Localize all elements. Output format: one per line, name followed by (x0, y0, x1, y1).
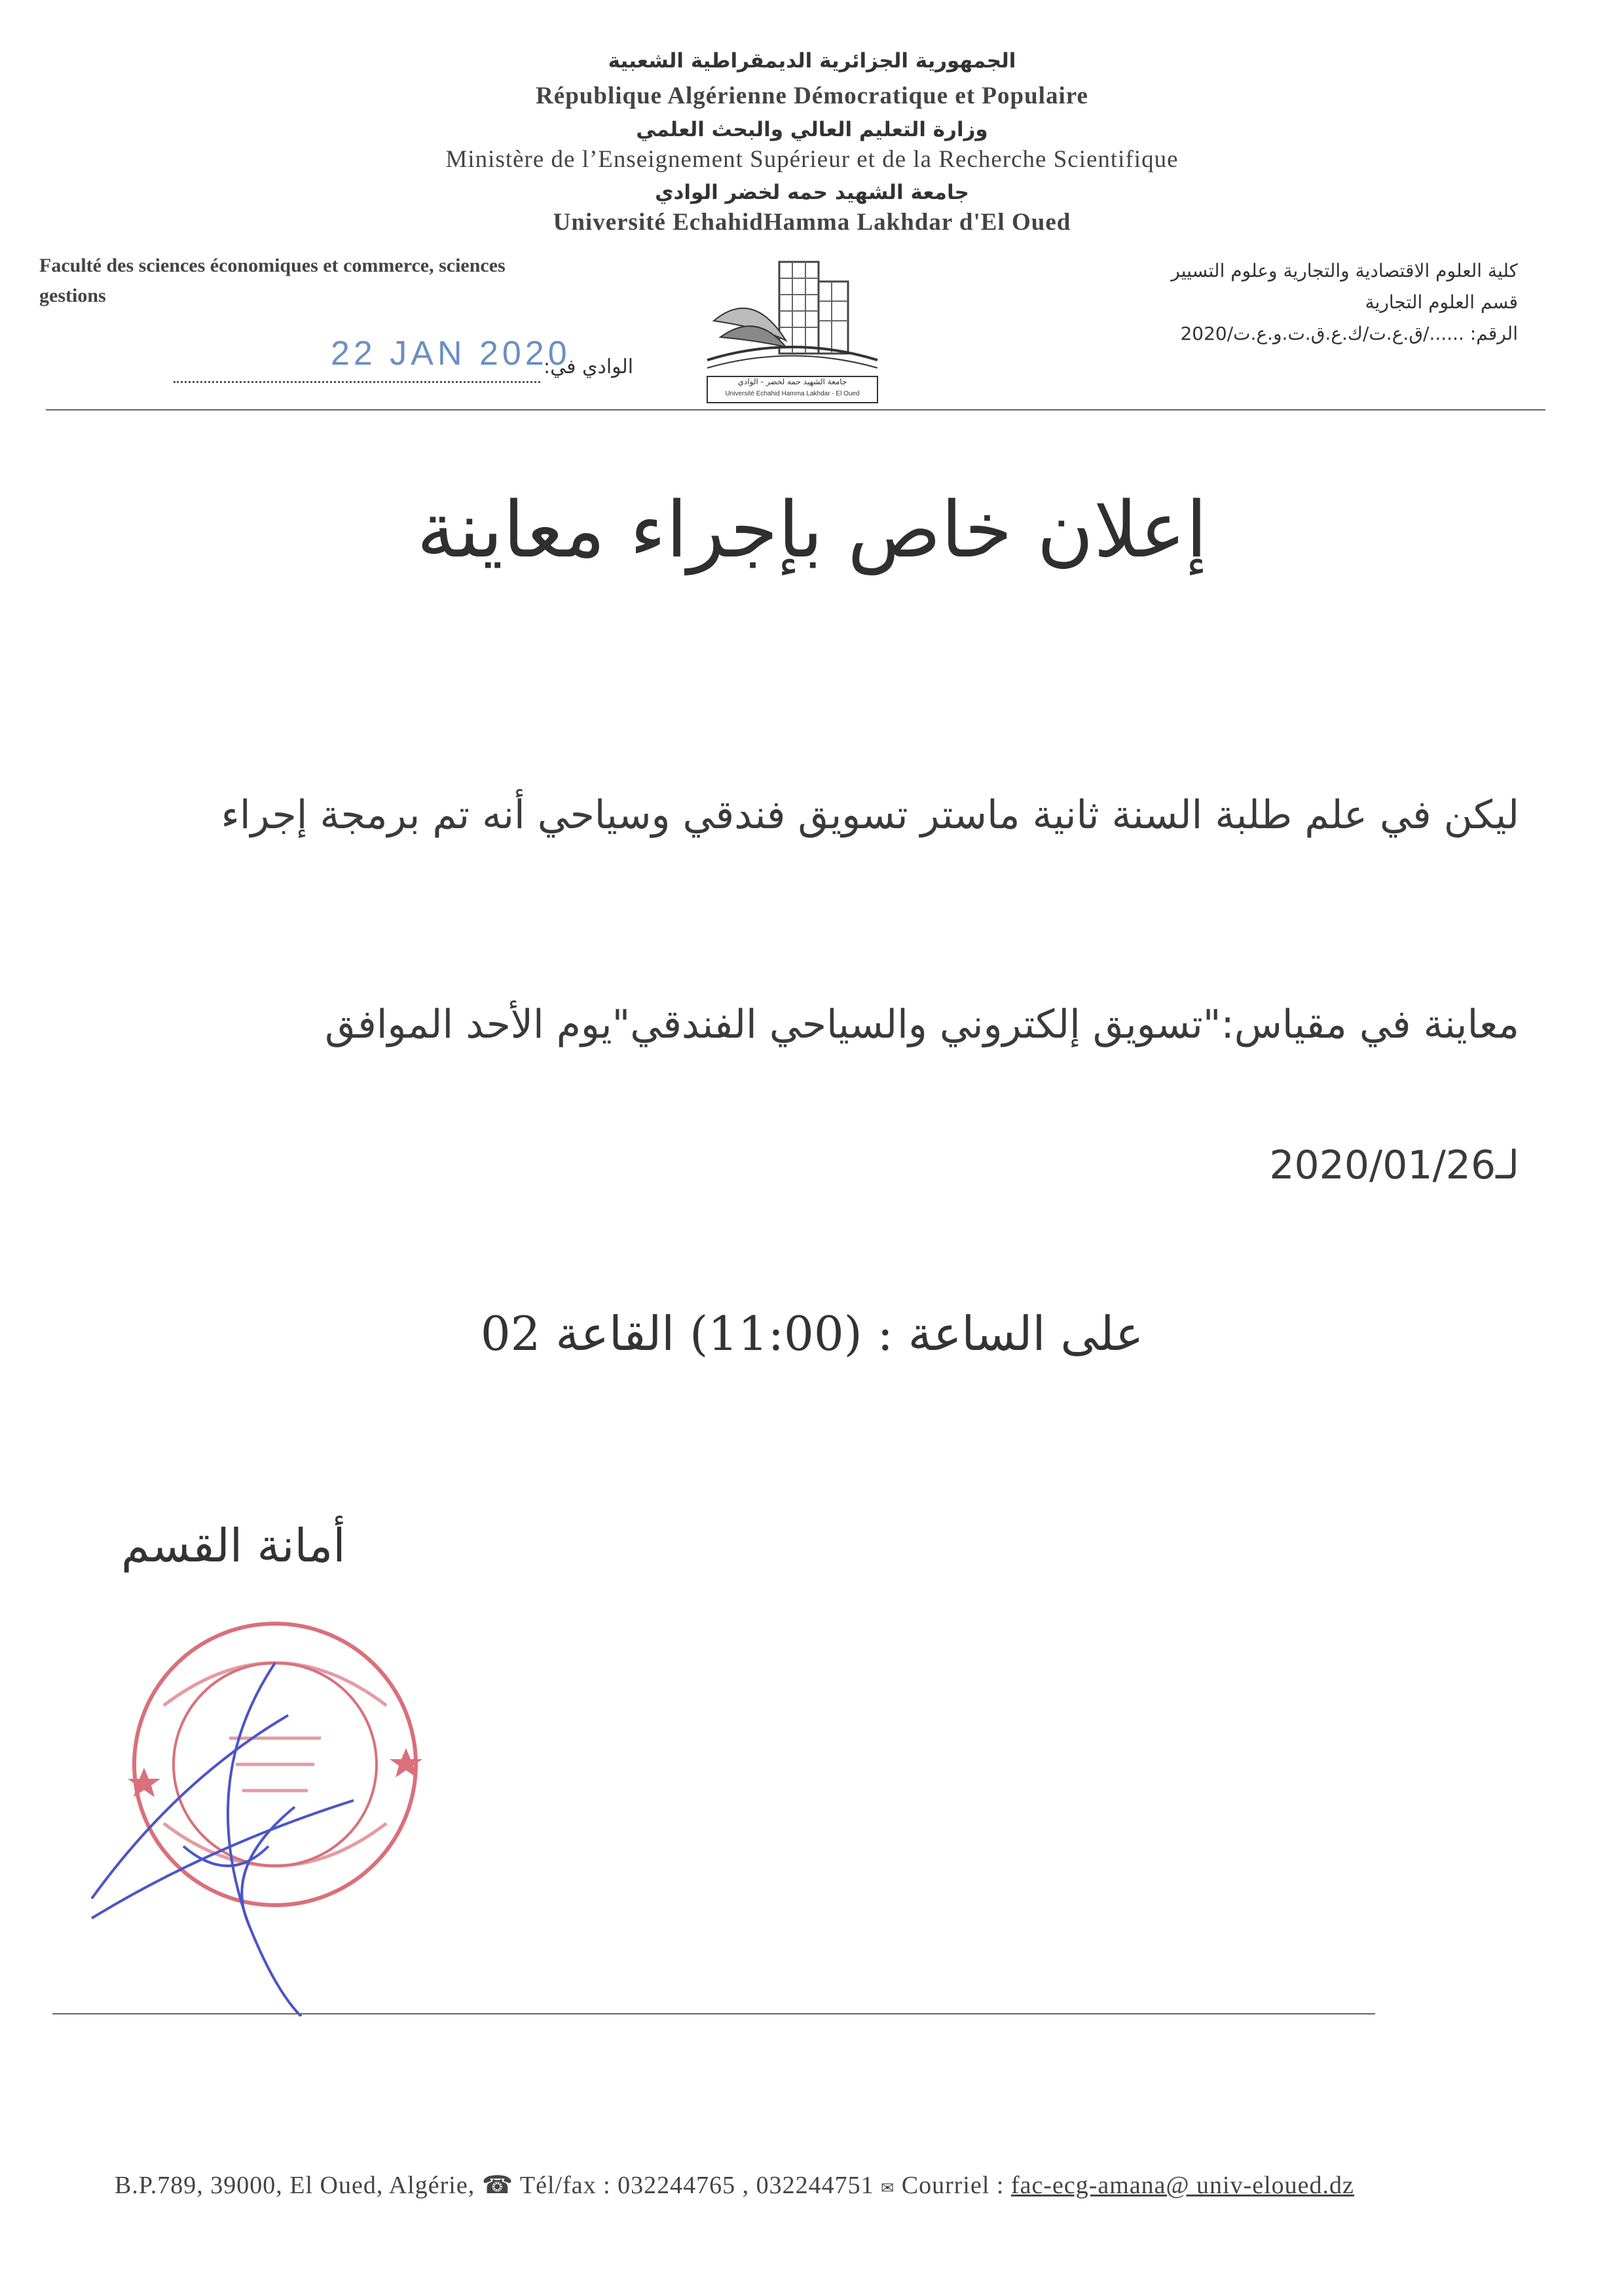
faculty-fr (39, 251, 655, 311)
handwritten-signature (79, 1650, 432, 2016)
body-line-3: لـ2020/01/26 (1269, 1142, 1519, 1188)
footer-address: B.P.789, 39000, El Oued, Algérie, (115, 2172, 475, 2199)
date-stamp: 22 JAN 2020 (331, 335, 571, 373)
place-label: الوادي في: (544, 355, 634, 378)
reference-number: الرقم: ....../ق.ع.ت/ك.ع.ق.ت.و.ع.ت/2020 (1180, 323, 1518, 344)
faculty-fr-line1: Faculté des sciences économiques et commerce, sciences (39, 255, 506, 276)
footer (115, 2170, 1354, 2200)
body-line-1: ليكن في علم طلبة السنة ثانية ماستر تسويق فندقي وسياحي أنه تم برمجة إجراء (221, 792, 1519, 838)
phone-icon: ☎ (481, 2172, 514, 2199)
faculty-ar-line1: كلية العلوم الاقتصادية والتجارية وعلوم التسيير (1171, 260, 1518, 282)
ministry-ar: وزارة التعليم العالي والبحث العلمي (636, 118, 988, 141)
faculty-ar (929, 255, 1518, 350)
university-logo-icon (701, 249, 891, 406)
republic-ar: الجمهورية الجزائرية الديمقراطية الشعبية (608, 49, 1016, 73)
logo-caption-ar: جامعة الشهيد حمه لخضر - الوادي (737, 377, 847, 386)
university-ar: جامعة الشهيد حمه لخضر الوادي (655, 181, 969, 204)
footer-email-link[interactable]: fac-ecg-amana@ univ-eloued.dz (1010, 2172, 1354, 2199)
signature-label: أمانة القسم (121, 1519, 346, 1573)
logo-caption-fr: Université Echahid Hamma Lakhdar - El Oued (725, 390, 860, 397)
footer-phone: Tél/fax : 032244765 , 032244751 (519, 2172, 874, 2199)
faculty-ar-line2: قسم العلوم التجارية (1365, 291, 1518, 313)
ministry-fr: Ministère de l’Enseignement Supérieur et de la Recherche Scientifique (445, 146, 1179, 173)
session-time-room: على الساعة : (11:00) القاعة 02 (480, 1306, 1144, 1361)
university-fr: Université EchahidHamma Lakhdar d'El Oued (553, 209, 1071, 236)
footer-email-label: Courriel : (901, 2172, 1005, 2199)
mail-icon: ✉ (881, 2180, 895, 2197)
republic-fr: République Algérienne Démocratique et Populaire (536, 82, 1088, 109)
body-line-2: معاينة في مقياس:"تسويق إلكتروني والسياحي الفندقي"يوم الأحد الموافق (325, 1002, 1519, 1048)
footer-divider (52, 2013, 1375, 2014)
faculty-fr-line2: gestions (39, 285, 106, 306)
page-title: إعلان خاص بإجراء معاينة (416, 484, 1208, 575)
header-divider (46, 409, 1545, 410)
